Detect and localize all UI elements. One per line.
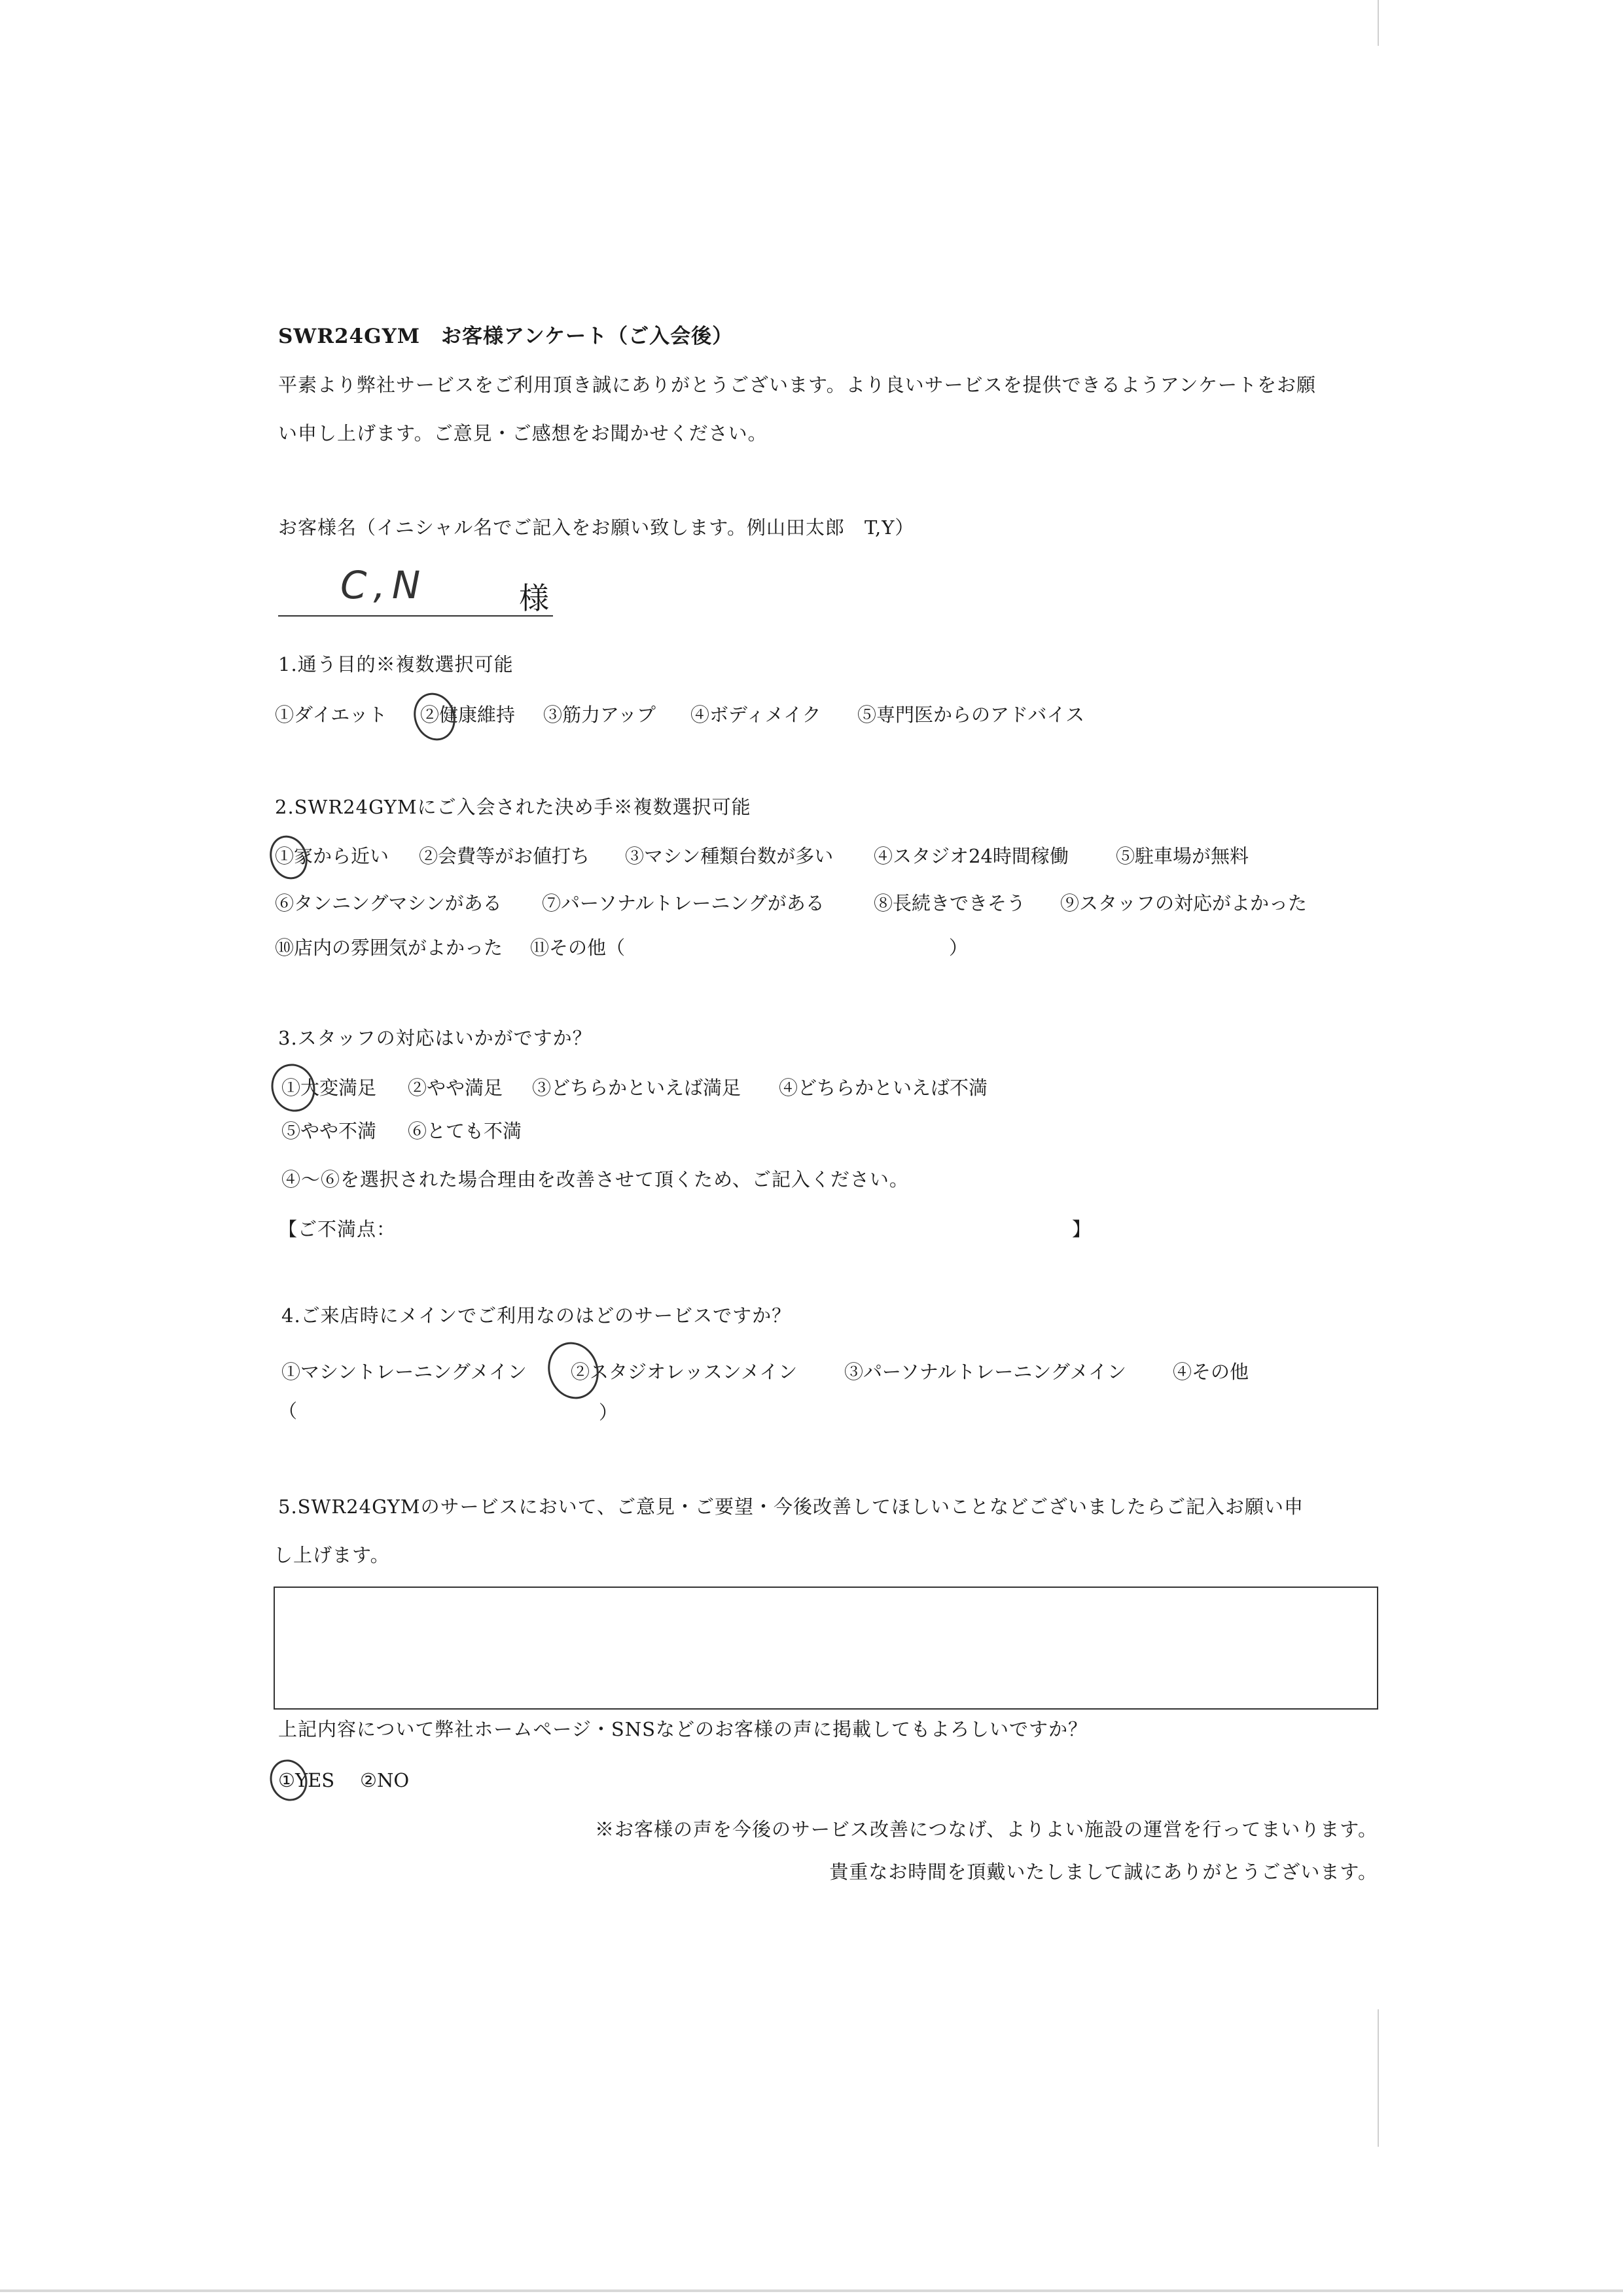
q2-option-8[interactable]: ⑧長続きできそう	[874, 892, 1026, 914]
q4-option-3[interactable]: ③パーソナルトレーニングメイン	[844, 1361, 1126, 1383]
q3-option-5[interactable]: ⑤やや不満	[281, 1120, 377, 1142]
scan-edge-top	[1378, 0, 1379, 46]
footer-line-1: ※お客様の声を今後のサービス改善につなげ、よりよい施設の運営を行ってまいります。	[595, 1818, 1378, 1840]
publish-selection-circle	[264, 1754, 313, 1806]
intro-line-1: 平素より弊社サービスをご利用頂き誠にありがとうございます。より良いサービスを提供できるようアンケートをお願	[278, 374, 1316, 396]
scan-edge-bottom	[1378, 2009, 1379, 2147]
q1-selection-circle	[407, 687, 462, 747]
q2-option-4[interactable]: ④スタジオ24時間稼働	[874, 845, 1069, 867]
q1-option-4[interactable]: ④ボディメイク	[690, 704, 821, 726]
q5-comment-box[interactable]	[274, 1587, 1378, 1710]
publish-question: 上記内容について弊社ホームページ・SNSなどのお客様の声に掲載してもよろしいですか？	[278, 1718, 1088, 1740]
q1-option-2[interactable]: ②健康維持	[420, 704, 516, 726]
q3-option-6[interactable]: ⑥とても不満	[408, 1120, 522, 1142]
q3-complaint-close: 】	[1072, 1218, 1092, 1240]
q4-other-open: （	[278, 1400, 298, 1422]
q2-option-10[interactable]: ⑩店内の雰囲気がよかった	[275, 937, 503, 959]
q4-option-4[interactable]: ④その他	[1173, 1361, 1249, 1383]
q4-option-2[interactable]: ②スタジオレッスンメイン	[571, 1361, 798, 1383]
q3-option-1[interactable]: ①大変満足	[281, 1077, 377, 1099]
q2-option-11[interactable]: ⑪その他（	[530, 937, 626, 959]
q2-option-1[interactable]: ①家から近い	[275, 845, 389, 867]
q1-option-5[interactable]: ⑤専門医からのアドバイス	[857, 704, 1085, 726]
q3-selection-circle	[264, 1058, 321, 1118]
name-underline	[278, 615, 553, 617]
q1-title: 1.通う目的※複数選択可能	[278, 653, 514, 675]
q5-line-1: 5.SWR24GYMのサービスにおいて、ご意見・ご要望・今後改善してほしいことなどございましたらご記入お願い申	[278, 1496, 1304, 1518]
survey-title: SWR24GYM お客様アンケート（ご入会後）	[278, 325, 734, 348]
q1-option-1[interactable]: ①ダイエット	[275, 704, 387, 726]
q2-option-2[interactable]: ②会費等がお値打ち	[419, 845, 590, 867]
q2-option-7[interactable]: ⑦パーソナルトレーニングがある	[542, 892, 825, 914]
name-handwritten[interactable]: C,N	[340, 563, 427, 607]
q3-option-4[interactable]: ④どちらかといえば不満	[779, 1077, 988, 1099]
q1-option-3[interactable]: ③筋力アップ	[543, 704, 656, 726]
q3-note: ④～⑥を選択された場合理由を改善させて頂くため、ご記入ください。	[281, 1168, 909, 1191]
q3-option-2[interactable]: ②やや満足	[408, 1077, 503, 1099]
q2-selection-circle	[264, 830, 313, 884]
intro-line-2: い申し上げます。ご意見・ご感想をお聞かせください。	[278, 422, 768, 444]
q4-option-1[interactable]: ①マシントレーニングメイン	[281, 1361, 527, 1383]
q2-option-5[interactable]: ⑤駐車場が無料	[1116, 845, 1249, 867]
publish-option-yes[interactable]: ①YES	[278, 1769, 335, 1791]
q2-option-3[interactable]: ③マシン種類台数が多い	[625, 845, 834, 867]
q3-title: 3.スタッフの対応はいかがですか？	[278, 1027, 592, 1049]
name-suffix: 様	[519, 581, 549, 616]
q4-title: 4.ご来店時にメインでご利用なのはどのサービスですか？	[281, 1304, 792, 1327]
footer-line-2: 貴重なお時間を頂戴いたしまして誠にありがとうございます。	[829, 1861, 1378, 1883]
q2-other-close: ）	[949, 937, 969, 959]
q3-complaint-label: 【ご不満点：	[278, 1218, 397, 1240]
publish-option-no[interactable]: ②NO	[360, 1769, 410, 1791]
scan-edge-footer	[0, 2289, 1623, 2292]
name-label: お客様名（イニシャル名でご記入をお願い致します。例山田太郎 T,Y）	[278, 516, 915, 539]
q2-option-9[interactable]: ⑨スタッフの対応がよかった	[1060, 892, 1308, 914]
q5-line-2: し上げます。	[274, 1544, 390, 1566]
q2-option-6[interactable]: ⑥タンニングマシンがある	[275, 892, 502, 914]
q4-selection-circle	[540, 1335, 607, 1407]
q2-title: 2.SWR24GYMにご入会された決め手※複数選択可能	[275, 796, 751, 818]
q3-option-3[interactable]: ③どちらかといえば満足	[532, 1077, 741, 1099]
q4-other-close: ）	[599, 1401, 618, 1424]
